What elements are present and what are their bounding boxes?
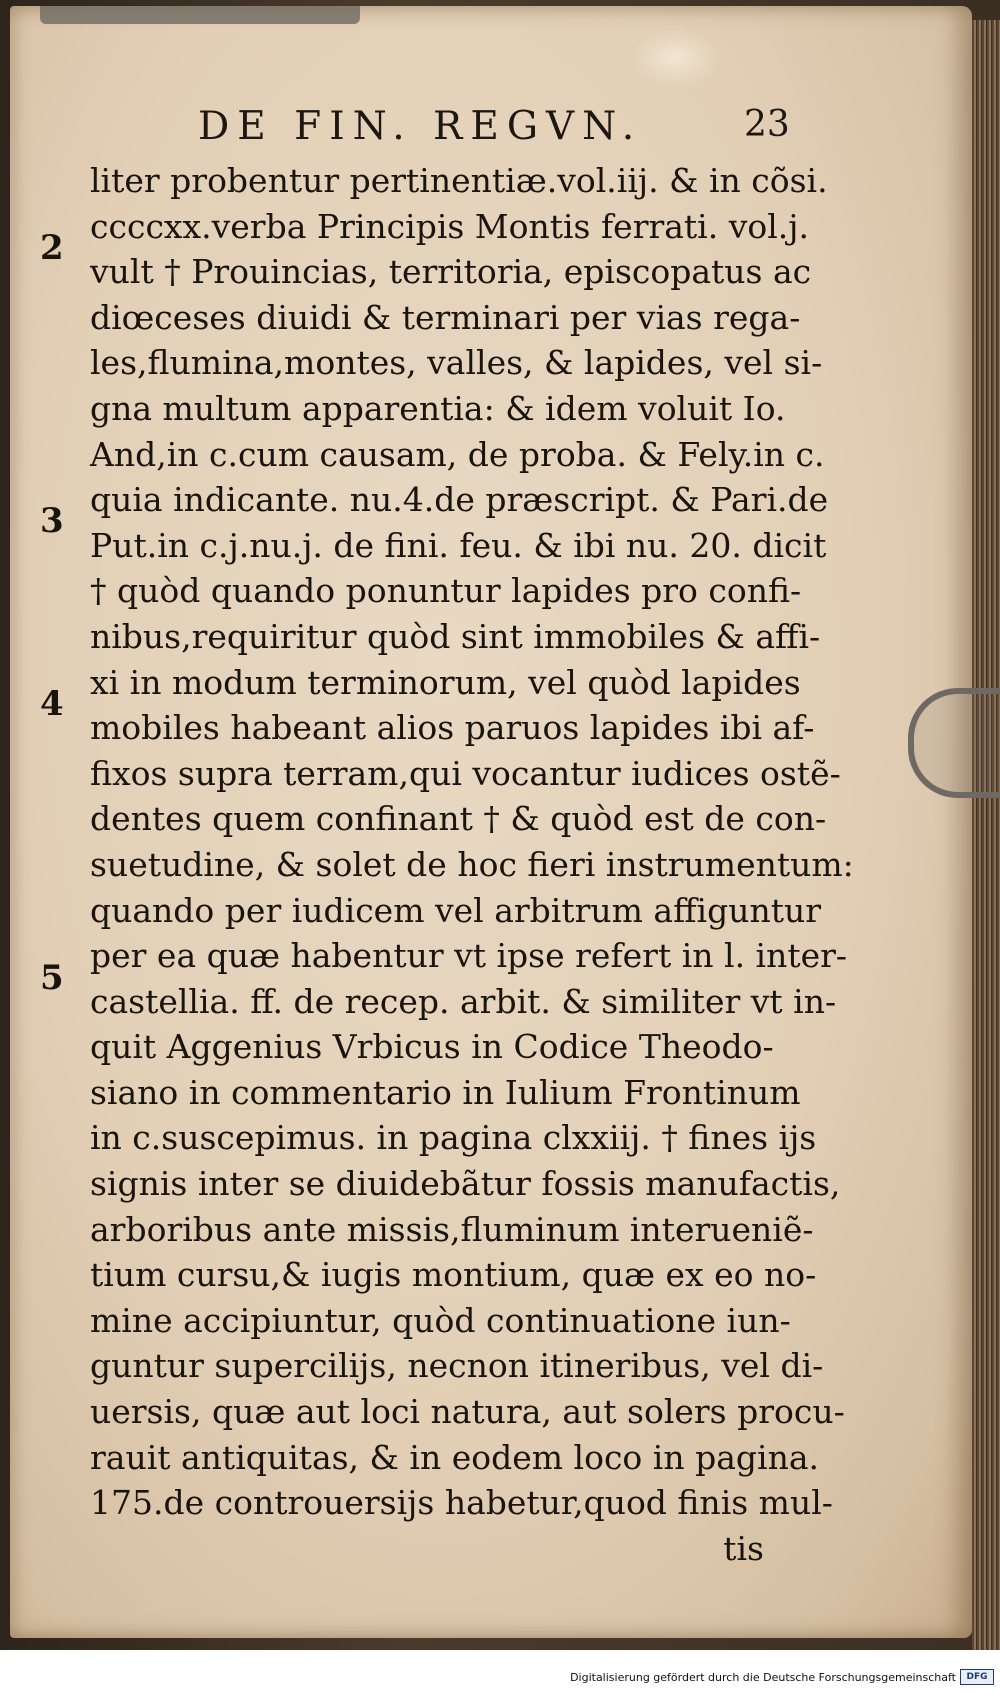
text-line: castellia. ff. de recep. arbit. & similiter vt in- [90, 981, 837, 1021]
text-line: ccccxx.verba Principis Montis ferrati. vol.j. [90, 206, 809, 246]
running-head: DE FIN. REGVN. [198, 104, 643, 149]
digitization-credit: Digitalisierung gefördert durch die Deutsche Forschungsgemeinschaft [570, 1671, 956, 1684]
book-page [10, 6, 972, 1638]
text-line: guntur supercilijs, necnon itineribus, vel di- [90, 1346, 824, 1386]
text-line: uersis, quæ aut loci natura, aut solers procu- [90, 1392, 845, 1432]
text-line: liter probentur pertinentiæ.vol.iij. & in cõsi. [90, 161, 828, 200]
dfg-logo: DFG [960, 1669, 994, 1685]
text-line: suetudine, & solet de hoc fieri instrumentum: [90, 844, 854, 884]
text-line: arboribus ante missis,fluminum interueniẽ- [90, 1209, 814, 1249]
margin-note: 5 [40, 958, 64, 998]
text-line: tium cursu,& iugis montium, quæ ex eo no- [90, 1255, 817, 1295]
page-tab [40, 6, 360, 24]
text-line: fixos supra terram,qui vocantur iudices ostẽ- [90, 753, 841, 793]
text-line: diœceses diuidi & terminari per vias rega- [90, 297, 801, 337]
body-text [90, 158, 854, 1571]
page-header [10, 104, 972, 154]
text-line: quando per iudicem vel arbitrum affiguntur [90, 890, 821, 930]
page-number: 23 [744, 104, 790, 145]
text-line: And,in c.cum causam, de proba. & Fely.in c. [90, 434, 825, 474]
text-line: vult † Prouincias, territoria, episcopatus ac [90, 252, 812, 292]
margin-note: 2 [40, 228, 64, 268]
book-page-edges [972, 20, 1000, 1660]
text-line: xi in modum terminorum, vel quòd lapides [90, 662, 801, 702]
text-line: dentes quem confinant † & quòd est de con- [90, 799, 827, 839]
margin-note: 4 [40, 684, 64, 724]
text-line: les,flumina,montes, valles, & lapides, vel si- [90, 343, 823, 383]
text-line: in c.suscepimus. in pagina clxxiij. † fines ijs [90, 1118, 817, 1158]
text-line: siano in commentario in Iulium Frontinum [90, 1072, 801, 1112]
text-line: gna multum apparentia: & idem voluit Io. [90, 388, 786, 428]
text-line: mobiles habeant alios paruos lapides ibi af- [90, 708, 815, 748]
text-line: rauit antiquitas, & in eodem loco in pagina. [90, 1437, 819, 1477]
text-line: mine accipiuntur, quòd continuatione iun- [90, 1300, 791, 1340]
text-line: signis inter se diuidebãtur fossis manufactis, [90, 1164, 841, 1204]
text-line: per ea quæ habentur vt ipse refert in l. inter- [90, 936, 848, 976]
text-line: nibus,requiritur quòd sint immobiles & affi- [90, 616, 821, 656]
worn-spot [630, 28, 720, 88]
text-line: † quòd quando ponuntur lapides pro confi- [90, 571, 802, 611]
text-line: 175.de controuersijs habetur,quod finis mul- [90, 1483, 833, 1523]
margin-note: 3 [40, 501, 64, 541]
catchword: tis [723, 1528, 764, 1568]
text-line: Put.in c.j.nu.j. de fini. feu. & ibi nu. 20. dicit [90, 525, 827, 565]
text-line: quit Aggenius Vrbicus in Codice Theodo- [90, 1027, 774, 1067]
metal-clasp [908, 688, 1000, 798]
text-line: quia indicante. nu.4.de præscript. & Pari.de [90, 480, 829, 520]
